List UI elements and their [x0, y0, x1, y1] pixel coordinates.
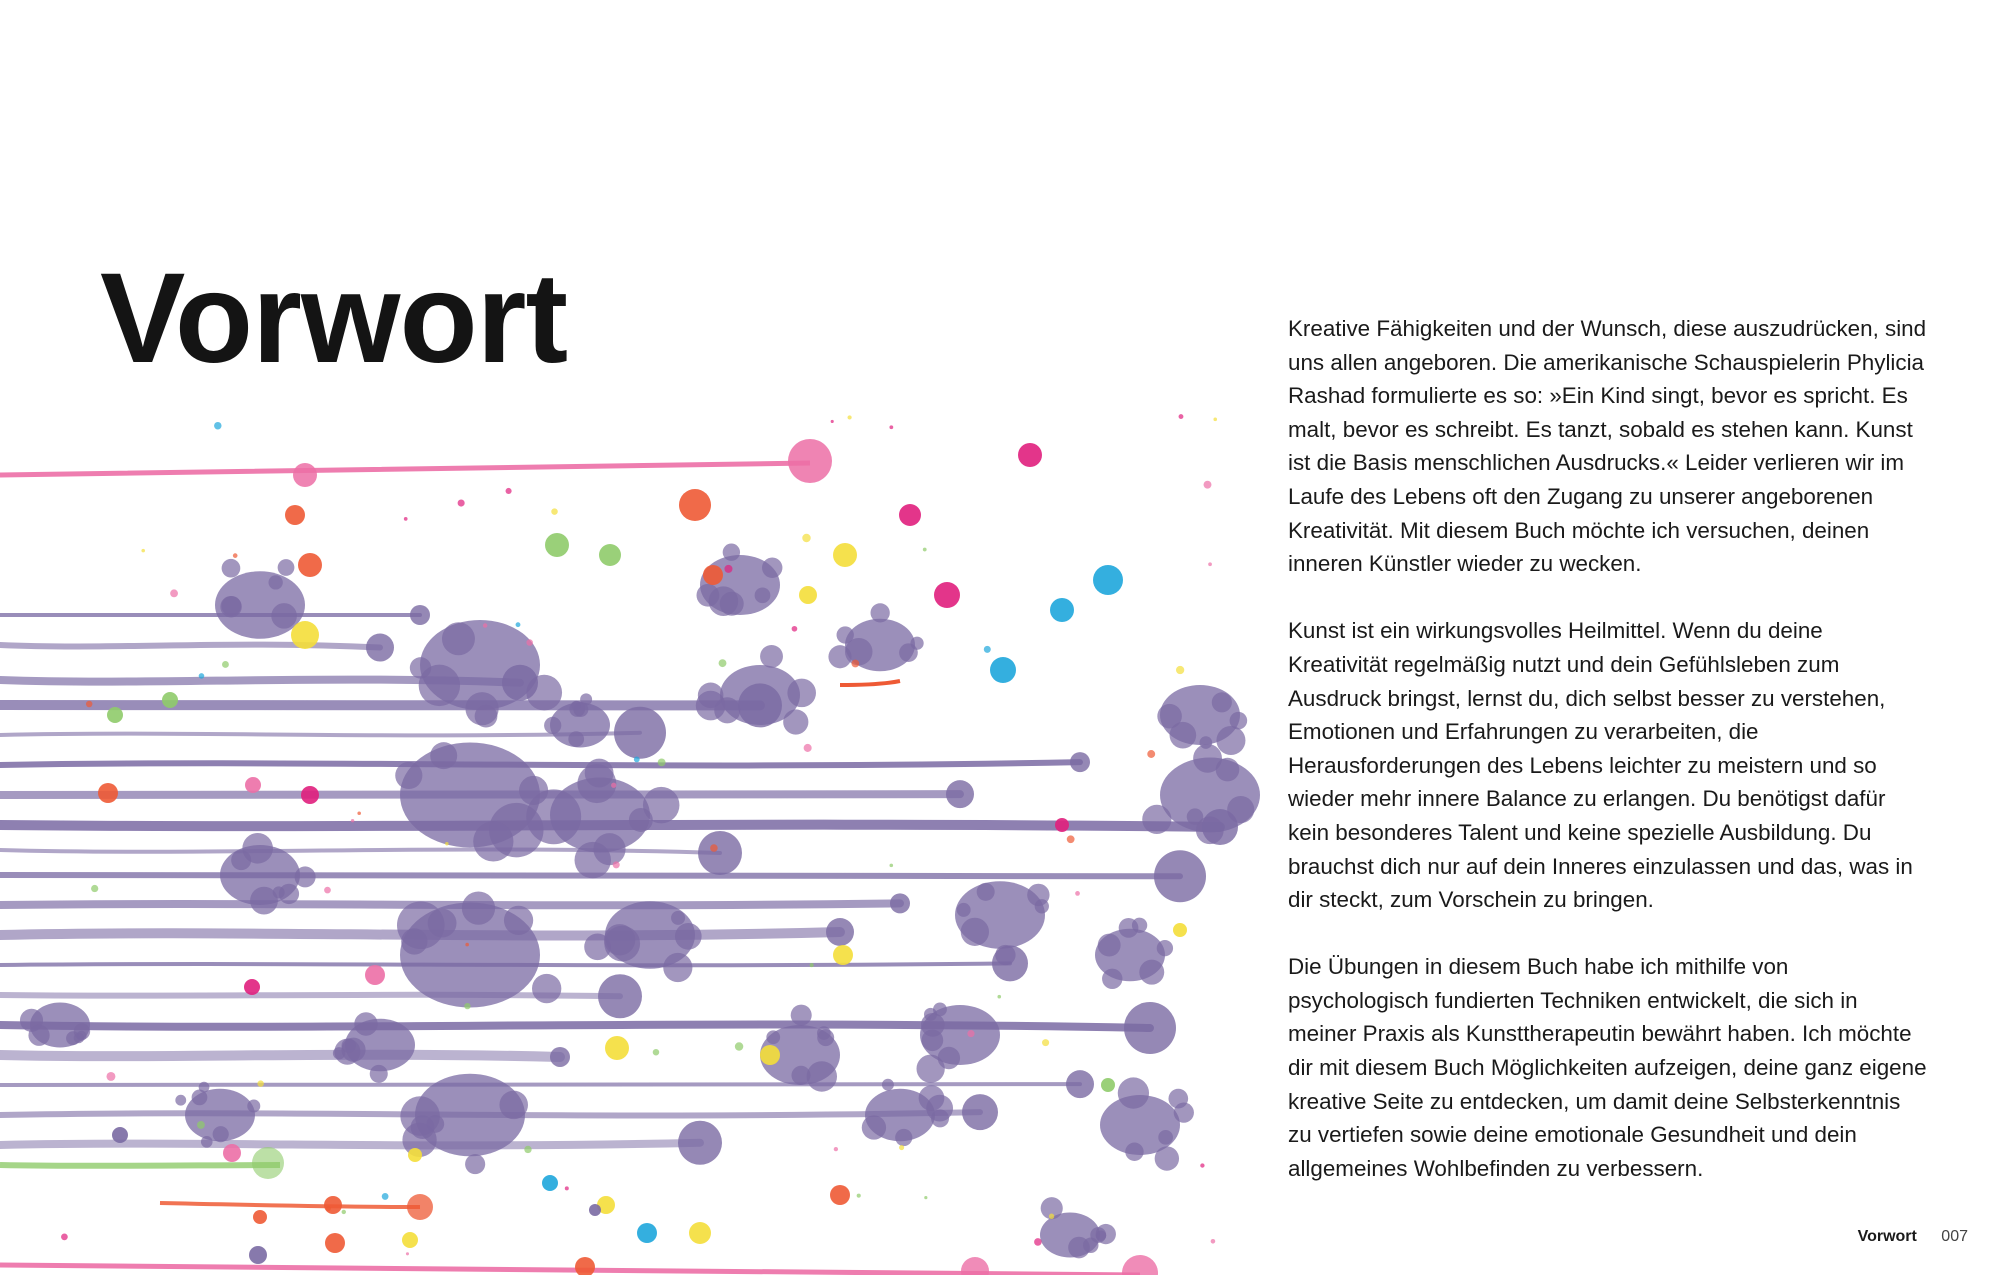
watercolor-splatter-illustration: [0, 395, 1260, 1275]
paragraph-2: Kunst ist ein wirkungsvolles Heilmittel. Wenn du deine Kreativität regelmäßig nutzt und dein Gefühlsleben zum Ausdruck bringst, lernst du, dich selbst besser zu verstehen, Emotionen und Erfahrungen zu verarbeiten, die Herausforderungen des Lebens leichter zu meistern und so wieder mehr innere Balance zu erlangen. Du benötigst dafür kein besonderes Talent und keine spezielle Ausbildung. Du brauchst dich nur auf dein Inneres einzulassen und das, was in dir steckt, zum Vorschein zu bringen.: [1288, 618, 1913, 913]
page-footer: [1858, 1228, 1968, 1246]
page-number: 007: [1941, 1228, 1968, 1245]
paragraph-1: Kreative Fähigkeiten und der Wunsch, diese auszudrücken, sind uns allen angeboren. Die amerikanische Schauspielerin Phylicia Rashad formulierte es so: »Ein Kind singt, bevor es spricht. Es malt, bevor es schreibt. Es tanzt, sobald es stehen kann. Kunst ist die Basis menschlichen Ausdrucks.« Leider verlieren wir im Laufe des Lebens oft den Zugang zu unserer angeborenen Kreativität. Mit diesem Buch möchte ich versuchen, deinen inneren Künstler wieder zu wecken.: [1288, 316, 1927, 577]
paragraph-3: Die Übungen in diesem Buch habe ich mithilfe von psychologisch fundierten Techniken entwickelt, die sich in meiner Praxis als Kunsttherapeutin bewährt haben. Ich möchte dir mit diesem Buch Möglichkeiten aufzeigen, deine ganz eigene kreative Seite zu entdecken, um damit deine Selbsterkenntnis zu vertiefen sowie deine emotionale Gesundheit und dein allgemeines Wohlbefinden zu verbessern.: [1288, 954, 1927, 1181]
footer-section-title: Vorwort: [1857, 1228, 1917, 1245]
body-text: [1288, 312, 1928, 1219]
page-title: Vorwort: [100, 247, 568, 390]
